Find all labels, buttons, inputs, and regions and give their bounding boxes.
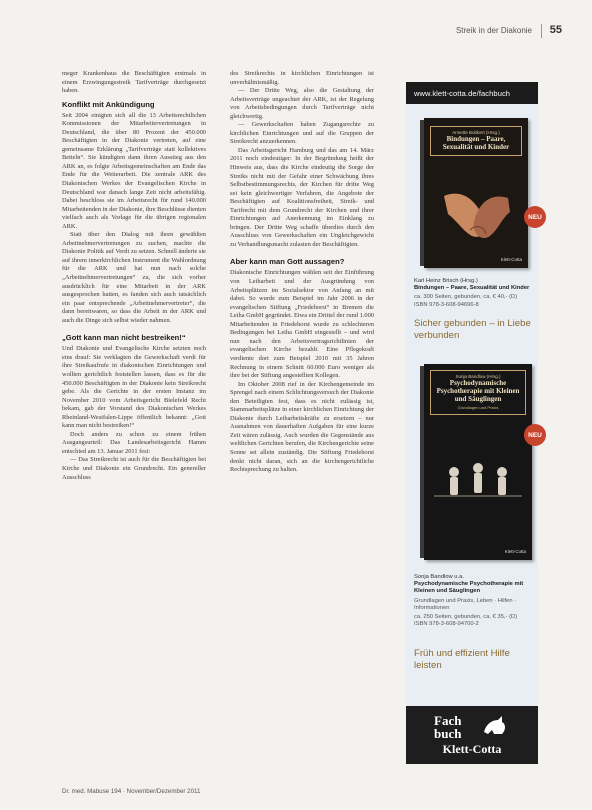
publisher-url[interactable]: www.klett-cotta.de/fachbuch <box>406 82 538 104</box>
page-header <box>0 22 592 42</box>
text-column-1 <box>62 70 206 482</box>
paragraph: des Streikrechts in kirchlichen Einrichtungen ist unverhältnismäßig. <box>230 70 374 86</box>
book-slogan-2: Früh und effizient Hilfe leisten <box>414 648 510 671</box>
paragraph: Seit 2004 einigten sich all die 13 Arbeitsrechtlichen Kommissionen der Mitarbeitervertretungen in Deutschland, die über 80 Prozent der 450.000 Beschäftigten in der Diakonie vertreten, auf eine gemeinsame Erklärung „Tarifverträge statt kollektives Betteln“. Sie kündigten dann ihren Ausstieg aus den ARK an, es folgte Arbeitsgemeinschaften am Ende das Ende für die Weiterarbeit. Die zentrale ARK des Diakonischen Werkes der Evangelischen Kirche in Deutschland war danach lange Zeit nicht arbeitsfähig. Dabei beschloss sie im Arbeitsrecht für rund 140.000 Mitarbeitenden in der Diakonie, ihre Beschlüsse dienten vielfach auch als Vorlage für die übrigen regionalen ARK. <box>62 111 206 230</box>
advertisement-sidebar <box>406 82 542 764</box>
paragraph: Im Oktober 2008 rief in der Kirchengemeinde im Sprengel nach einem Schlichtungsversuch der Diakonie den Beteiligten fest, dass es nicht zulässig ist, Stammarbeitsplätze in einer kirchlichen Einrichtung der Diakonie durch Leiharbeitskräfte zu ersetzen – nur Ausnahmen von dauerhaften Aufgaben für eine kurze Zeit wären zulässig. Auch wurden die Gegenstände aus weltlichen Gerichten berufen, die Kirchengerichte seine Sonne sei allein zuständig. Die Stiftung Friedehorst denkt nicht daran, sich an die kirchengerichtliche Rechtsprechung zu halten. <box>230 380 374 474</box>
holding-hands-illustration <box>424 118 528 268</box>
griffin-icon <box>480 712 508 738</box>
paragraph: Diakonische Einrichtungen wählen seit der Einführung von Leiharbeit und der Ausgründung von Arbeitsplätzen im Sozialsektor von Anfang an mit dabei. So wurde zum Beispiel im Jahr 2006 in der evangelischen Stiftung „Friedehorst“ in Bremen die Leiha GmbH gegründet. Etwa ein Drittel der rund 1.000 Mitarbeitenden in Friedehorst wurde zu schlechteren Bedingungen bei Leiha GmbH eingestellt – und wird nun nach den Arbeitsvertragsrichtlinien der evangelischen Kirche bezahlt. Eine Pflegekraft verdiente dort zum Beispiel 2010 mit 35 Jahren Rechnung in einem Schnitt 60.000 Euro weniger als ihre bei der Stiftung angestellten Kollegen. <box>230 269 374 380</box>
book-info-2: Sonja Bandlow u.a. Psychodynamische Psychotherapie mit Kleinen und Säuglingen Grundlagen und Praxis, Leben · Hilfen · Informationen ca. 250 Seiten, gebunden, ca. € 35,- (D) ISBN 978-3-608-94700-2 <box>414 574 524 628</box>
paragraph: Und Diakonie und Evangelische Kirche setzten noch eins drauf: Sie verklagten die Gewerkschaft verdi für ihre Streikaufrufe in diakonischen Einrichtungen und wollten gerichtlich feststellen lassen, dass es für die 450.000 Beschäftigten in der Diakonie kein Streikrecht gebe. Als die Gerichte in der ersten Instanz im November 2010 vom Arbeitsgericht Bielefeld Recht bekam, gab der Vorstand des Diakonischen Werkes Rheinland-Westfalen-Lippe öffentlich bekannt: „Gott kann man nicht bestreiken!“ <box>62 345 206 430</box>
paragraph: — Das Streikrecht ist auch für die Beschäftigten bei Kirche und Diakonie ein Grundrecht. Ein genereller Ausschluss <box>62 456 206 481</box>
paragraph: — Der Dritte Weg, also die Gestaltung der Arbeitsverträge ungeachtet der ARK, ist der Regelung von Arbeitsbedingungen durch Tarifverträge nicht gleichwertig. <box>230 87 374 120</box>
paragraph: Doch anders zu schon zu einem frühen Ausgangsurteil: Das Landesarbeitsgericht Hamm entschied am 13. Januar 2011 fest: <box>62 430 206 455</box>
publisher-logo[interactable]: Fach buch Klett-Cotta <box>406 706 538 764</box>
book-info-1: Karl Heinz Brisch (Hrsg.) Bindungen – Paare, Sexualität und Kinder ca. 300 Seiten, gebunden, ca. € 40,- (D) ISBN 978-3-608-94696-8 <box>414 278 530 308</box>
page-footer: Dr. med. Mabuse 194 · November/Dezember 2011 <box>62 788 201 795</box>
book-cover-1[interactable]: Annette Bobbert (Hrsg.) Bindungen – Paare, Sexualität und Kinder Klett-Cotta <box>424 118 528 268</box>
paragraph: Statt über den Dialog mit ihren gewählten Arbeitnehmervertretungen zu suchen, machte die Diakonie Politik auf Verdi zu setzen. Schnell änderte sie auf ihrem innerkirchlichen Instrument die Wahlordnung für die ARK und hat nun nach solche „Arbeitnehmervertretungen“ zu, die sich vorher ausdrücklich für eine Mitarbeit in der ARK ausgesprochen hatten, es fanden sich auch tatsächlich ein paar entsprechende „Arbeitnehmervertreter“, die dann bereitwaren, so dass die Arbeit in der ARK und auch die Dinge sich selbst wieder nahmen. <box>62 231 206 324</box>
section-heading: Konflikt mit Ankündigung <box>62 99 155 109</box>
section-heading: „Gott kann man nicht bestreiken!“ <box>62 333 186 343</box>
new-badge: NEU <box>524 206 546 228</box>
section-title: Streik in der Diakonie <box>455 26 532 35</box>
book-slogan-1: Sicher gebunden – in Liebe verbunden <box>414 318 531 341</box>
figures-illustration <box>424 364 532 560</box>
text-column-2 <box>230 70 374 475</box>
cover-title-block: Annette Bobbert (Hrsg.) Bindungen – Paare, Sexualität und Kinder <box>430 126 522 156</box>
paragraph: — Gewerkschaften haben Zugangsrechte zu kirchlichen Einrichtungen und auf die Gruppen der Streikrecht anzuerkennen. <box>230 121 374 146</box>
book-cover-2[interactable]: Sonja Bandlow (Hrsg.) Psychodynamische Psychotherapie mit Kleinen und Säuglingen Grundlagen und Praxis Klett-Cotta <box>424 364 532 560</box>
header-divider <box>541 24 542 38</box>
page-number: 55 <box>549 24 562 36</box>
cover-title-block: Sonja Bandlow (Hrsg.) Psychodynamische Psychotherapie mit Kleinen und Säuglingen Grundlagen und Praxis <box>430 370 526 415</box>
section-heading: Aber kann man Gott aussagen? <box>230 257 345 267</box>
paragraph: meger Krankenhaus die Beschäftigten erstmals in einem Erzwingungsstreik Tarifverträge durchgesetzt haben. <box>62 70 206 95</box>
new-badge: NEU <box>524 424 546 446</box>
paragraph: Das Arbeitsgericht Hamburg und das am 14. März 2011 noch eindeutiger: In der Begründung heißt der Hinweis aus, dass die Kirche eindeutig die Sorge der Streiks nicht mit der Gefahr einer Schwächung ihres Selbstbestimmungsrechts, der Kirchen für dritte Weg sei kein gleichwertiger Verfahren, die Angebote der Beschäftigten auf Koalitionsfreiheit, Streik- und Tarifrecht mit dem Grundrecht der Kirchen und ihrer Einrichtungen auf Anerkennung im Einklang zu bringen. Der Dritte Weg schaffe überdies durch den Ausschluss von Gewerkschaften ein Ungleichgewicht zu Verhandlungsmacht zulasten der Beschäftigten. <box>230 146 374 248</box>
